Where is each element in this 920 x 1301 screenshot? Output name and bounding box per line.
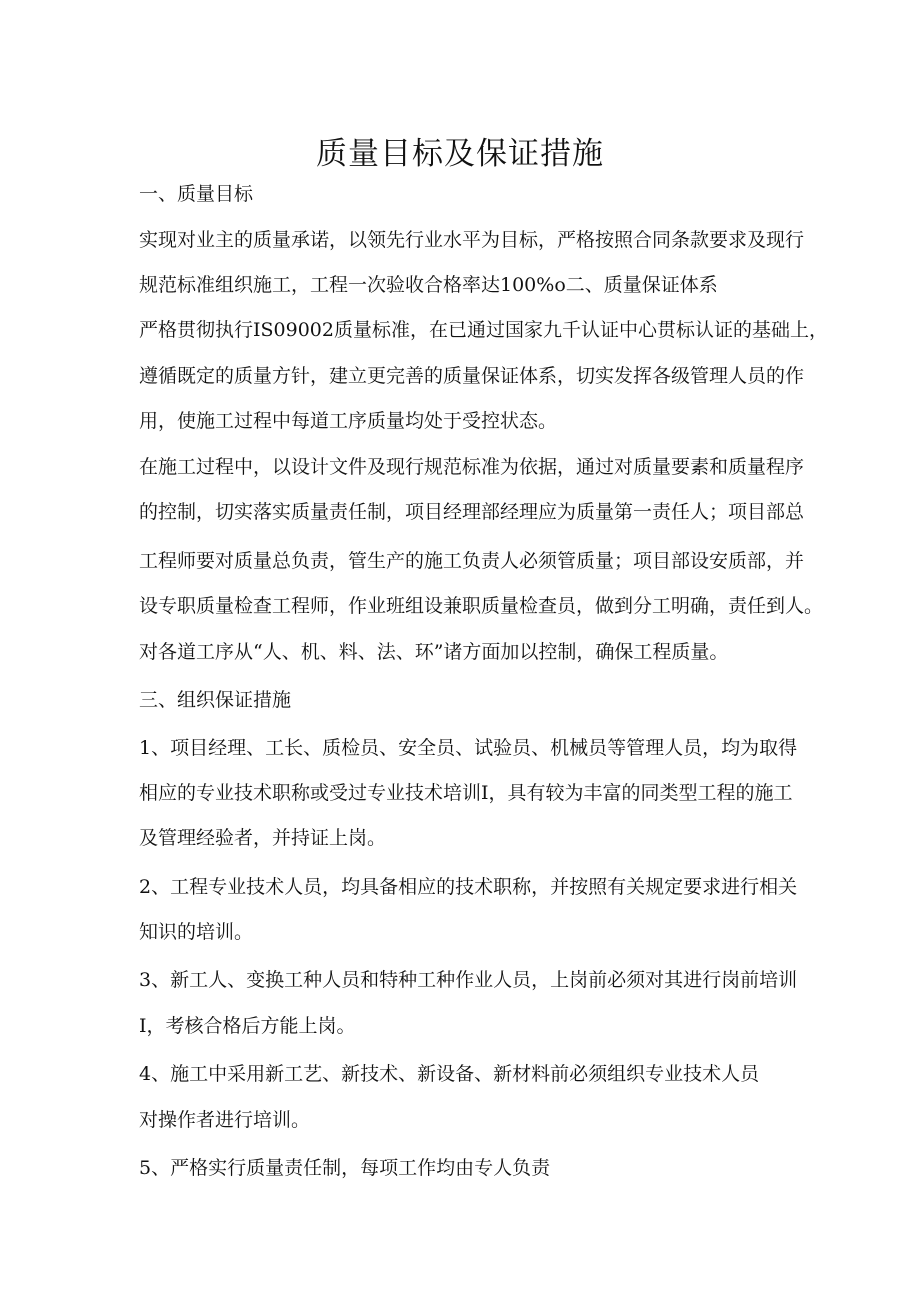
paragraph-line: 的控制，切实落实质量责任制，项目经理部经理应为质量第一责任人；项目部总 [139, 501, 805, 523]
list-item-line: 对操作者进行培训。 [139, 1109, 311, 1131]
list-item-line: I，考核合格后方能上岗。 [139, 1015, 356, 1037]
list-item-line: 相应的专业技术职称或受过专业技术培训I，具有较为丰富的同类型工程的施工 [139, 782, 793, 804]
paragraph-line: 严格贯彻执行IS09002质量标准，在已通过国家九千认证中心贯标认证的基础上， [139, 319, 828, 341]
list-item-line: 知识的培训。 [139, 921, 254, 943]
list-item-line: 及管理经验者，并持证上岗。 [139, 827, 387, 849]
list-item-line: 3、新工人、变换工种人员和特种工种作业人员，上岗前必须对其进行岗前培训 [139, 969, 798, 991]
paragraph-line: 遵循既定的质量方针，建立更完善的质量保证体系，切实发挥各级管理人员的作 [139, 365, 805, 387]
paragraph-line: 对各道工序从“人、机、料、法、环”诸方面加以控制，确保工程质量。 [139, 641, 729, 663]
paragraph-line: 用，使施工过程中每道工序质量均处于受控状态。 [139, 410, 558, 432]
section-heading-organization: 三、组织保证措施 [139, 689, 292, 711]
list-item-line: 2、工程专业技术人员，均具备相应的技术职称，并按照有关规定要求进行相关 [139, 876, 798, 898]
list-item-line: 1、项目经理、工长、质检员、安全员、试验员、机械员等管理人员，均为取得 [139, 737, 798, 759]
paragraph-line: 设专职质量检查工程师，作业班组设兼职质量检查员，做到分工明确，责任到人。 [139, 595, 824, 617]
paragraph-line: 在施工过程中，以设计文件及现行规范标准为依据，通过对质量要素和质量程序 [139, 456, 805, 478]
list-item-line: 5、严格实行质量责任制，每项工作均由专人负责 [139, 1157, 551, 1179]
paragraph-line: 规范标准组织施工，工程一次验收合格率达100%o二、质量保证体系 [139, 274, 718, 296]
document-title: 质量目标及保证措施 [316, 136, 604, 172]
paragraph-line: 工程师要对质量总负责，管生产的施工负责人必须管质量；项目部设安质部，并 [139, 550, 805, 572]
list-item-line: 4、施工中采用新工艺、新技术、新设备、新材料前必须组织专业技术人员 [139, 1063, 760, 1085]
paragraph-line: 实现对业主的质量承诺，以领先行业水平为目标，严格按照合同条款要求及现行 [139, 229, 805, 251]
section-heading-quality-goal: 一、质量目标 [139, 183, 254, 205]
